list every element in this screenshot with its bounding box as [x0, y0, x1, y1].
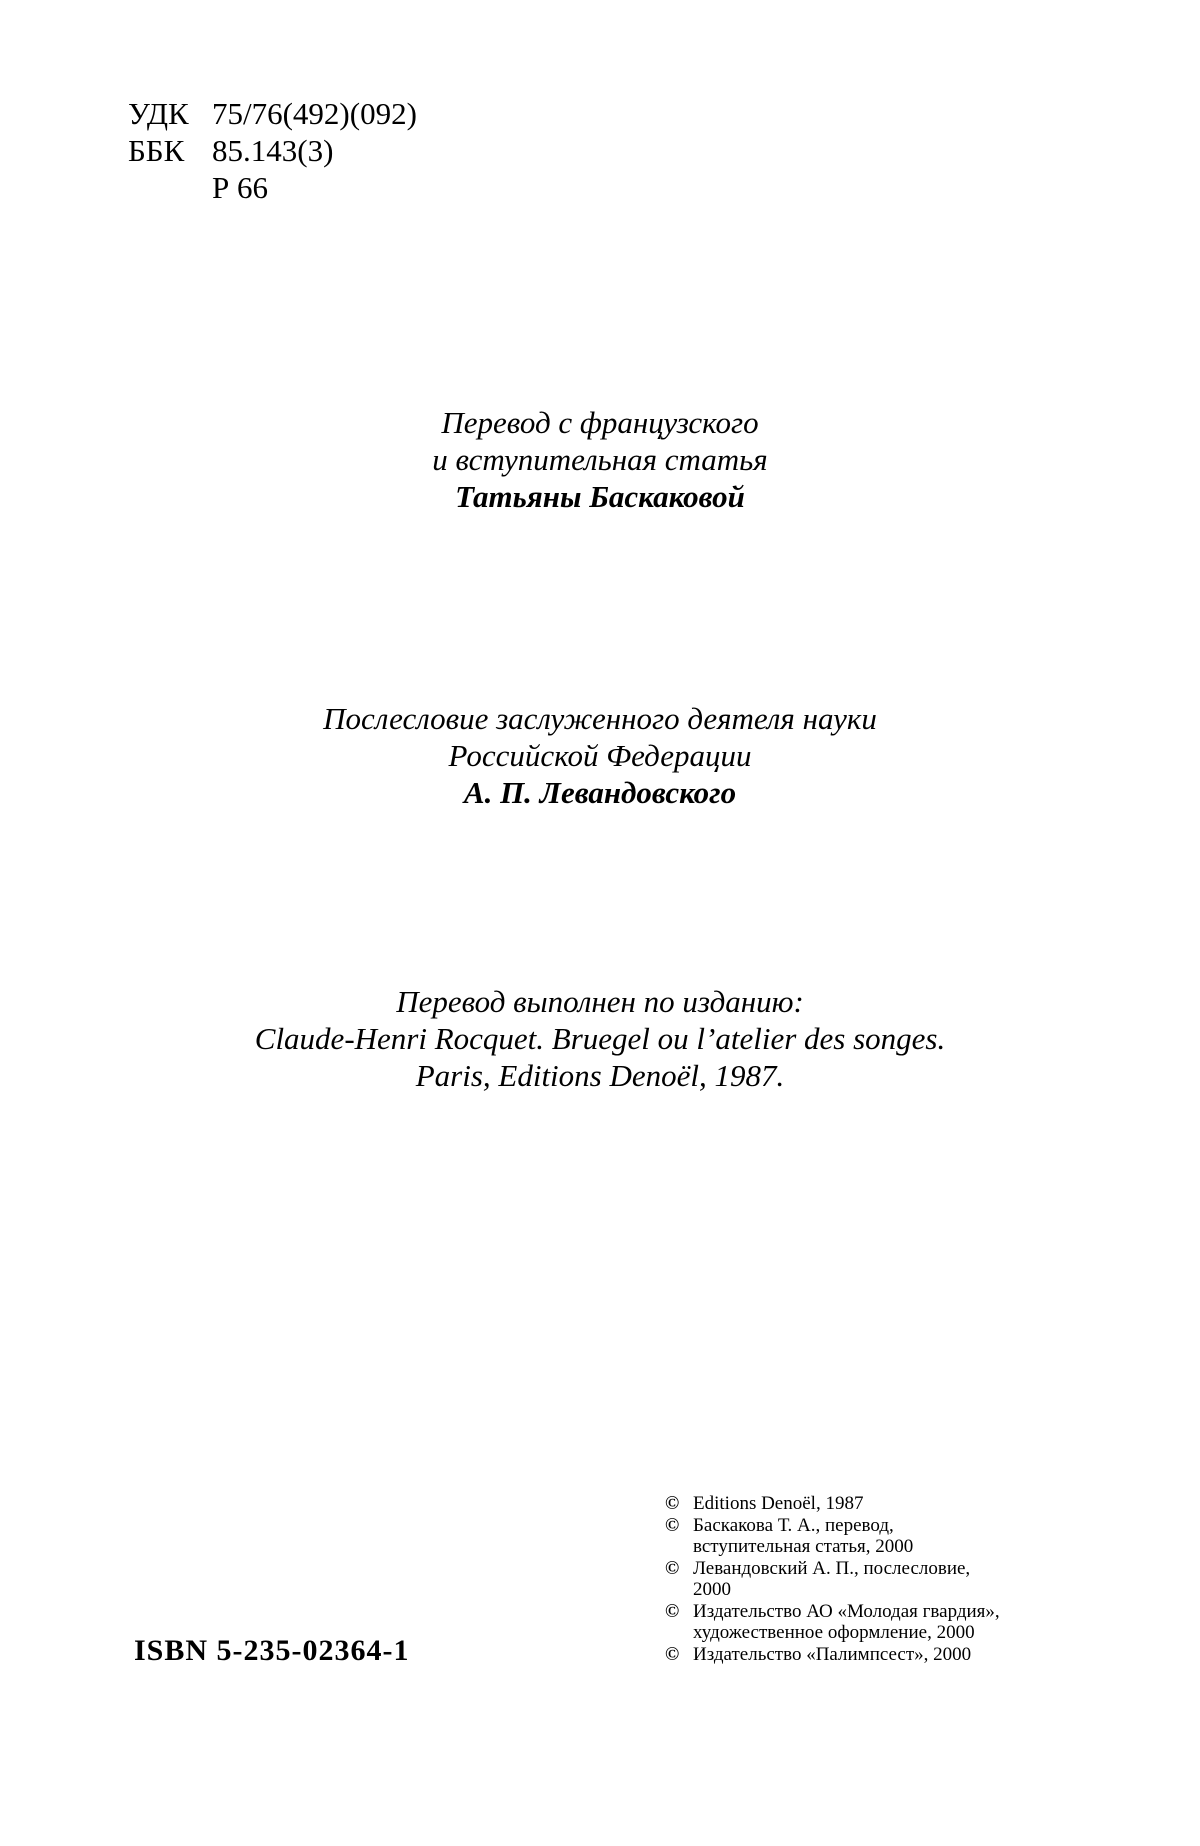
copyright-icon: ©: [665, 1515, 680, 1536]
source-edition-line-2: Claude-Henri Rocquet. Bruegel ou l’atelier des songes.: [254, 1021, 946, 1056]
translator-name: Татьяны Баскаковой: [455, 479, 745, 514]
afterword-credit-line-2: Российской Федерации: [448, 738, 752, 773]
source-edition-line-1: Перевод выполнен по изданию:: [396, 984, 804, 1019]
copyright-icon: ©: [665, 1601, 680, 1622]
isbn: ISBN 5-235-02364-1: [134, 1634, 410, 1667]
source-edition: [0, 983, 1200, 1094]
copyright-entry-line-1: Левандовский А. П., послесловие,: [693, 1558, 971, 1579]
library-classification-block: [128, 95, 417, 206]
copyright-entry-line-1: Editions Denoёl, 1987: [693, 1493, 864, 1514]
copyright-icon: ©: [665, 1493, 680, 1514]
author-mark: Р 66: [212, 170, 268, 205]
translator-credit-line-2: и вступительная статья: [432, 442, 768, 477]
udk-row: [128, 95, 417, 132]
copyright-entry-line-2: 2000: [693, 1579, 731, 1600]
copyright-entry: [665, 1644, 1075, 1665]
copyright-block: [665, 1493, 1075, 1666]
copyright-entry-line-1: Издательство «Палимпсест», 2000: [693, 1644, 972, 1665]
bbk-label: ББК: [128, 133, 185, 168]
udk-label: УДК: [128, 96, 189, 131]
copyright-icon: ©: [665, 1644, 680, 1665]
copyright-entry: [665, 1558, 1075, 1600]
copyright-entry-line-1: Издательство АО «Молодая гвардия»,: [693, 1601, 1000, 1622]
copyright-entry-line-2: вступительная статья, 2000: [693, 1536, 914, 1557]
copyright-entry: [665, 1515, 1075, 1557]
copyright-entry-line-1: Баскакова Т. А., перевод,: [693, 1515, 894, 1536]
afterword-credit: [0, 700, 1200, 811]
afterword-credit-line-1: Послесловие заслуженного деятеля науки: [323, 701, 877, 736]
udk-value: 75/76(492)(092): [212, 96, 417, 131]
translator-credit: [0, 404, 1200, 515]
copyright-icon: ©: [665, 1558, 680, 1579]
translator-credit-line-1: Перевод с французского: [441, 405, 759, 440]
copyright-entry-line-2: художественное оформление, 2000: [693, 1622, 975, 1643]
bbk-value: 85.143(3): [212, 133, 334, 168]
source-edition-line-3: Paris, Editions Denoёl, 1987.: [415, 1058, 785, 1093]
bbk-row: [128, 132, 417, 169]
copyright-entry: [665, 1493, 1075, 1514]
copyright-entry: [665, 1601, 1075, 1643]
afterword-author-name: А. П. Левандовского: [463, 775, 737, 810]
